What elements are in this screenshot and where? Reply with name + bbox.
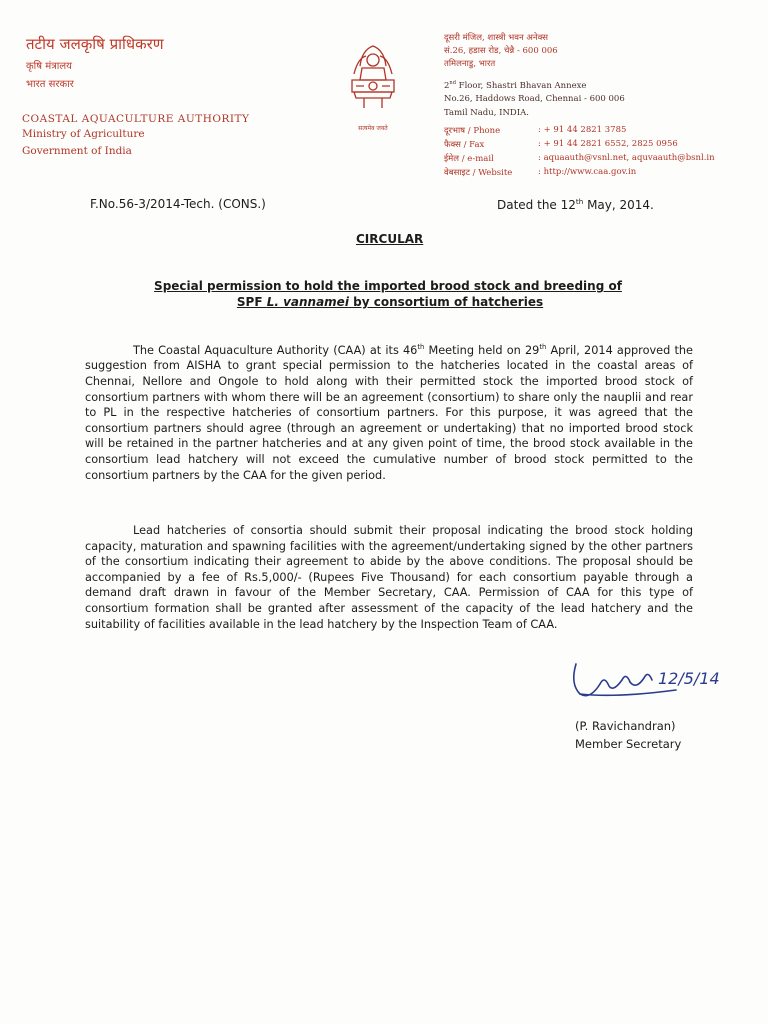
ministry-name-english: Ministry of Agriculture: [22, 128, 145, 140]
contact-label-fax: फैक्स / Fax: [444, 140, 485, 150]
government-name-hindi: भारत सरकार: [26, 79, 74, 90]
contact-value-fax: : + 91 44 2821 6552, 2825 0956: [538, 139, 678, 149]
government-name-english: Government of India: [22, 145, 132, 157]
contact-value-phone: : + 91 44 2821 3785: [538, 125, 627, 135]
document-date: Dated the 12th May, 2014.: [497, 197, 654, 212]
address-english-line-2: No.26, Haddows Road, Chennai - 600 006: [444, 94, 625, 104]
page-title: CIRCULAR: [356, 232, 424, 246]
contact-label-phone: दूरभाष / Phone: [444, 126, 501, 136]
contact-label-email: ईमेल / e-mail: [444, 154, 494, 164]
emblem-motto: सत्यमेव जयते: [358, 125, 388, 132]
address-english-line-1: 2nd Floor, Shastri Bhavan Annexe: [444, 80, 587, 91]
contact-label-website: वेबसाइट / Website: [444, 168, 513, 178]
file-number: F.No.56-3/2014-Tech. (CONS.): [90, 197, 266, 211]
address-english-line-3: Tamil Nadu, INDIA.: [444, 108, 529, 118]
signatory-designation: Member Secretary: [575, 737, 682, 751]
org-name-hindi: तटीय जलकृषि प्राधिकरण: [26, 35, 164, 53]
subject-line-2: SPF L. vannamei by consortium of hatcheries: [236, 295, 544, 309]
ministry-name-hindi: कृषि मंत्रालय: [26, 61, 72, 72]
signature-date: 12/5/14: [658, 669, 720, 688]
org-name-english: COASTAL AQUACULTURE AUTHORITY: [22, 113, 250, 125]
subject-line-1: Special permission to hold the imported brood stock and breeding of: [154, 279, 622, 293]
contact-value-email: : aquaauth@vsnl.net, aquvaauth@bsnl.in: [538, 153, 715, 163]
address-hindi-line-1: दूसरी मंजिल, शास्त्री भवन अनेक्स: [444, 33, 548, 43]
address-hindi-line-2: सं.26, हडास रोड, चेन्नै - 600 006: [444, 46, 558, 56]
signature-icon: [566, 654, 736, 710]
address-hindi-line-3: तमिलनाडु, भारत: [444, 59, 496, 69]
body-paragraph-1: The Coastal Aquaculture Authority (CAA) at its 46th Meeting held on 29th April, 2014 approved the suggestion from AISHA to grant special permission to the hatcheries located in the coastal areas of Chennai, Nellore and Ongole to hold along with their permitted stock the imported brood stock of consortium partners with whom there will be an agreement (consortium) to share only the nauplii and rear to PL in the respective hatcheries of consortium partners. For this purpose, it was agreed that the consortium partners should agree (through an agreement or undertaking) that no imported brood stock will be retained in the partner hatcheries and at any given point of time, the brood stock available in the consortium lead hatchery will not exceed the cumulative number of brood stock permitted to the consortium partners by the CAA for the given period.: [85, 343, 693, 482]
contact-value-website: : http://www.caa.gov.in: [538, 167, 637, 177]
body-paragraph-2: Lead hatcheries of consortia should submit their proposal indicating the brood stock holding capacity, maturation and spawning facilities with the agreement/undertaking signed by the other partners of the consortium indicating their agreement to abide by the above conditions. The proposal should be accompanied by a fee of Rs.5,000/- (Rupees Five Thousand) for each consortium payable through a demand draft drawn in favour of the Member Secretary, CAA. Permission of CAA for this type of consortium formation shall be granted after assessment of the capacity of the lead hatchery and the suitability of facilities available in the lead hatchery by the Inspection Team of CAA.: [85, 524, 693, 631]
national-emblem-icon: [340, 36, 406, 132]
signatory-name: (P. Ravichandran): [575, 719, 676, 733]
